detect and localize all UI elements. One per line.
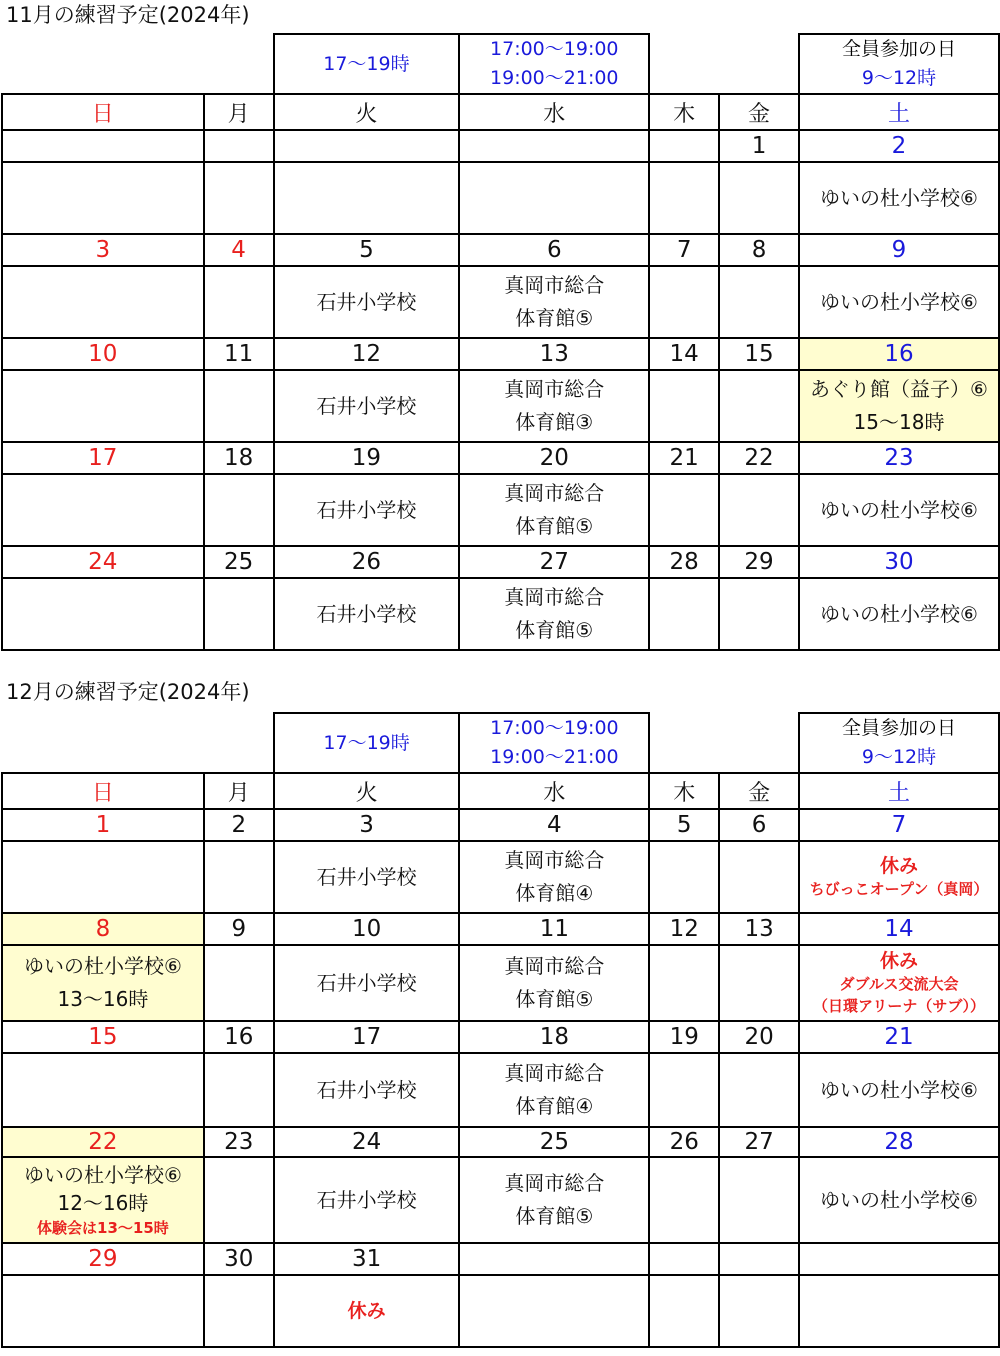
venue-cell (719, 578, 799, 650)
date-cell: 6 (459, 234, 649, 266)
week-venue-row (2, 266, 999, 338)
tuesday-time-cell (274, 713, 460, 773)
week-date-row (2, 1243, 999, 1275)
date-cell: 27 (459, 546, 649, 578)
saturday-time-cell (799, 34, 999, 94)
time-header-row (2, 34, 999, 94)
date-cell: 21 (799, 1021, 999, 1053)
date-cell: 22 (2, 1127, 204, 1157)
date-cell: 7 (649, 234, 719, 266)
date-cell: 19 (274, 442, 460, 474)
venue-cell (719, 266, 799, 338)
saturday-time: 9～12時 (861, 67, 937, 89)
weekday-sun: 日 (2, 94, 204, 130)
venue-line: 体育館④ (515, 881, 594, 905)
date-cell (649, 130, 719, 162)
weekday-fri: 金 (719, 94, 799, 130)
week-date-row (2, 442, 999, 474)
venue-cell (719, 370, 799, 442)
date-cell: 27 (719, 1127, 799, 1157)
weekday-mon: 月 (204, 94, 274, 130)
date-cell (649, 1243, 719, 1275)
venue-cell: 石井小学校 (274, 1053, 460, 1127)
venue-cell: 石井小学校 (274, 945, 460, 1021)
saturday-note: 全員参加の日 (841, 717, 956, 739)
date-cell: 28 (799, 1127, 999, 1157)
venue-cell (459, 162, 649, 234)
date-cell: 26 (274, 546, 460, 578)
date-cell: 25 (204, 546, 274, 578)
date-cell: 18 (459, 1021, 649, 1053)
week-venue-row (2, 474, 999, 546)
date-cell (799, 1243, 999, 1275)
venue-cell: ゆいの杜小学校⑥ (799, 474, 999, 546)
week-date-row (2, 809, 999, 841)
date-cell: 18 (204, 442, 274, 474)
tuesday-time: 17～19時 (323, 731, 410, 754)
venue-cell (2, 266, 204, 338)
venue-cell (459, 1157, 649, 1243)
venue-line: 12～16時 (57, 1191, 149, 1215)
venue-cell (719, 1157, 799, 1243)
off-day-label: 休み (879, 950, 918, 972)
time-header-row (2, 713, 999, 773)
wednesday-time-1: 17:00～19:00 (490, 717, 619, 739)
date-cell: 20 (459, 442, 649, 474)
weekday-thu: 木 (649, 94, 719, 130)
week-venue-row (2, 1157, 999, 1243)
venue-line: 15～18時 (853, 410, 945, 434)
saturday-time: 9～12時 (861, 746, 937, 768)
venue-cell (799, 945, 999, 1021)
date-cell: 25 (459, 1127, 649, 1157)
venue-cell (204, 945, 274, 1021)
week-venue-row (2, 370, 999, 442)
date-cell: 10 (274, 913, 460, 945)
week-date-row (2, 913, 999, 945)
weekday-sat: 土 (799, 773, 999, 809)
week-date-row (2, 130, 999, 162)
venue-cell (204, 474, 274, 546)
venue-cell (649, 474, 719, 546)
venue-cell: 石井小学校 (274, 1157, 460, 1243)
venue-line: 体育館⑤ (515, 1204, 594, 1228)
week-date-row (2, 234, 999, 266)
venue-line: あぐり館（益子）⑥ (810, 377, 988, 401)
date-cell: 30 (204, 1243, 274, 1275)
date-cell (2, 130, 204, 162)
venue-cell (459, 1275, 649, 1347)
venue-cell (719, 474, 799, 546)
venue-line: ゆいの杜小学校⑥ (23, 954, 182, 978)
off-day-label: 休み (347, 1300, 386, 1322)
date-cell: 3 (2, 234, 204, 266)
venue-cell (649, 162, 719, 234)
venue-cell: ゆいの杜小学校⑥ (799, 1053, 999, 1127)
weekday-sat: 土 (799, 94, 999, 130)
venue-cell (2, 162, 204, 234)
venue-cell (274, 162, 460, 234)
date-cell (459, 1243, 649, 1275)
tuesday-time: 17～19時 (323, 52, 410, 75)
date-cell: 17 (2, 442, 204, 474)
date-cell: 2 (799, 130, 999, 162)
date-cell: 2 (204, 809, 274, 841)
event-label: ちびっこオープン（真岡） (809, 880, 989, 898)
date-cell: 4 (459, 809, 649, 841)
wednesday-time-1: 17:00～19:00 (490, 38, 619, 60)
wednesday-time-cell (459, 713, 649, 773)
date-cell: 29 (2, 1243, 204, 1275)
venue-cell (204, 1157, 274, 1243)
week-date-row (2, 546, 999, 578)
venue-cell (204, 370, 274, 442)
date-cell: 14 (649, 338, 719, 370)
venue-line: 真岡市総合 (504, 481, 605, 505)
venue-cell: 石井小学校 (274, 474, 460, 546)
wednesday-time-2: 19:00～21:00 (490, 67, 619, 89)
venue-cell (204, 1275, 274, 1347)
venue-line: 真岡市総合 (504, 954, 605, 978)
venue-cell (649, 841, 719, 913)
date-cell: 16 (204, 1021, 274, 1053)
venue-cell (799, 370, 999, 442)
date-cell: 9 (204, 913, 274, 945)
event-label: ダブルス交流大会 (839, 975, 959, 993)
venue-line: 真岡市総合 (504, 848, 605, 872)
venue-line: 13～16時 (57, 987, 149, 1011)
venue-cell: 石井小学校 (274, 370, 460, 442)
venue-cell (719, 841, 799, 913)
date-cell: 16 (799, 338, 999, 370)
weekday-tue: 火 (274, 94, 460, 130)
venue-line: 真岡市総合 (504, 377, 605, 401)
venue-cell (459, 841, 649, 913)
weekday-sun: 日 (2, 773, 204, 809)
date-cell: 24 (2, 546, 204, 578)
weekday-fri: 金 (719, 773, 799, 809)
venue-line: 真岡市総合 (504, 1061, 605, 1085)
venue-line: ゆいの杜小学校⑥ (23, 1163, 182, 1187)
date-cell: 13 (719, 913, 799, 945)
date-cell: 13 (459, 338, 649, 370)
date-cell: 26 (649, 1127, 719, 1157)
date-cell (204, 130, 274, 162)
venue-cell (2, 578, 204, 650)
venue-line: 体育館④ (515, 1094, 594, 1118)
venue-cell (799, 841, 999, 913)
date-cell: 12 (274, 338, 460, 370)
wednesday-time-cell (459, 34, 649, 94)
date-cell: 7 (799, 809, 999, 841)
venue-cell (719, 1275, 799, 1347)
venue-line: 体育館⑤ (515, 618, 594, 642)
date-cell: 11 (459, 913, 649, 945)
venue-cell: 石井小学校 (274, 841, 460, 913)
date-cell: 11 (204, 338, 274, 370)
venue-cell (2, 841, 204, 913)
venue-cell (459, 945, 649, 1021)
blank-cell (2, 34, 274, 94)
weekday-wed: 水 (459, 773, 649, 809)
date-cell (274, 130, 460, 162)
event-label: （日環アリーナ（サブ）） (812, 997, 986, 1015)
saturday-note: 全員参加の日 (841, 38, 956, 60)
venue-cell (274, 1275, 460, 1347)
venue-cell (719, 945, 799, 1021)
venue-cell (2, 1053, 204, 1127)
venue-line: 真岡市総合 (504, 585, 605, 609)
date-cell: 17 (274, 1021, 460, 1053)
date-cell: 12 (649, 913, 719, 945)
venue-line: 真岡市総合 (504, 1171, 605, 1195)
december-calendar (1, 712, 1000, 1348)
date-cell: 3 (274, 809, 460, 841)
venue-cell (2, 474, 204, 546)
date-cell: 30 (799, 546, 999, 578)
venue-cell (204, 841, 274, 913)
week-venue-row (2, 578, 999, 650)
date-cell: 10 (2, 338, 204, 370)
date-cell: 1 (719, 130, 799, 162)
date-cell: 22 (719, 442, 799, 474)
blank-cell (649, 713, 799, 773)
date-cell: 8 (2, 913, 204, 945)
venue-cell (204, 162, 274, 234)
date-cell: 4 (204, 234, 274, 266)
date-cell: 21 (649, 442, 719, 474)
venue-cell (204, 266, 274, 338)
saturday-time-cell (799, 713, 999, 773)
blank-cell (2, 713, 274, 773)
date-cell: 5 (649, 809, 719, 841)
venue-cell (649, 945, 719, 1021)
week-date-row (2, 1021, 999, 1053)
venue-cell: ゆいの杜小学校⑥ (799, 266, 999, 338)
date-cell: 19 (649, 1021, 719, 1053)
venue-cell (2, 945, 204, 1021)
date-cell: 14 (799, 913, 999, 945)
venue-line: 体育館⑤ (515, 306, 594, 330)
venue-cell (204, 578, 274, 650)
date-cell: 23 (799, 442, 999, 474)
date-cell: 23 (204, 1127, 274, 1157)
venue-cell (719, 1053, 799, 1127)
wednesday-time-2: 19:00～21:00 (490, 746, 619, 768)
date-cell: 29 (719, 546, 799, 578)
weekday-header-row (2, 773, 999, 809)
date-cell: 15 (2, 1021, 204, 1053)
week-date-row (2, 338, 999, 370)
tuesday-time-cell (274, 34, 460, 94)
weekday-tue: 火 (274, 773, 460, 809)
week-venue-row (2, 162, 999, 234)
weekday-mon: 月 (204, 773, 274, 809)
weekday-header-row (2, 94, 999, 130)
date-cell: 1 (2, 809, 204, 841)
venue-cell (2, 370, 204, 442)
week-venue-row (2, 945, 999, 1021)
date-cell: 20 (719, 1021, 799, 1053)
venue-line: 体育館③ (515, 410, 594, 434)
november-calendar (1, 33, 1000, 651)
date-cell: 28 (649, 546, 719, 578)
date-cell: 6 (719, 809, 799, 841)
venue-cell (649, 578, 719, 650)
venue-cell (799, 1275, 999, 1347)
venue-line: 真岡市総合 (504, 273, 605, 297)
venue-cell (649, 370, 719, 442)
date-cell: 24 (274, 1127, 460, 1157)
week-venue-row (2, 1053, 999, 1127)
date-cell: 31 (274, 1243, 460, 1275)
venue-cell (459, 1053, 649, 1127)
date-cell: 5 (274, 234, 460, 266)
weekday-thu: 木 (649, 773, 719, 809)
week-venue-row (2, 1275, 999, 1347)
venue-line: 体育館⑤ (515, 987, 594, 1011)
venue-cell: 石井小学校 (274, 266, 460, 338)
venue-cell (204, 1053, 274, 1127)
venue-cell (2, 1275, 204, 1347)
venue-cell (459, 474, 649, 546)
blank-cell (649, 34, 799, 94)
date-cell: 15 (719, 338, 799, 370)
venue-cell: 石井小学校 (274, 578, 460, 650)
week-date-row (2, 1127, 999, 1157)
venue-cell: ゆいの杜小学校⑥ (799, 162, 999, 234)
venue-cell (459, 266, 649, 338)
weekday-wed: 水 (459, 94, 649, 130)
week-venue-row (2, 841, 999, 913)
venue-cell (459, 370, 649, 442)
date-cell: 8 (719, 234, 799, 266)
off-day-label: 休み (879, 855, 918, 877)
november-title: 11月の練習予定(2024年) (6, 3, 250, 27)
venue-cell (459, 578, 649, 650)
venue-cell (2, 1157, 204, 1243)
venue-cell (649, 1157, 719, 1243)
venue-cell (649, 1275, 719, 1347)
venue-cell (649, 1053, 719, 1127)
date-cell (459, 130, 649, 162)
date-cell: 9 (799, 234, 999, 266)
venue-cell (649, 266, 719, 338)
venue-cell (719, 162, 799, 234)
venue-line: 体育館⑤ (515, 514, 594, 538)
trial-note: 体験会は13～15時 (37, 1219, 169, 1237)
venue-cell: ゆいの杜小学校⑥ (799, 1157, 999, 1243)
date-cell (719, 1243, 799, 1275)
december-title: 12月の練習予定(2024年) (6, 680, 250, 704)
venue-cell: ゆいの杜小学校⑥ (799, 578, 999, 650)
